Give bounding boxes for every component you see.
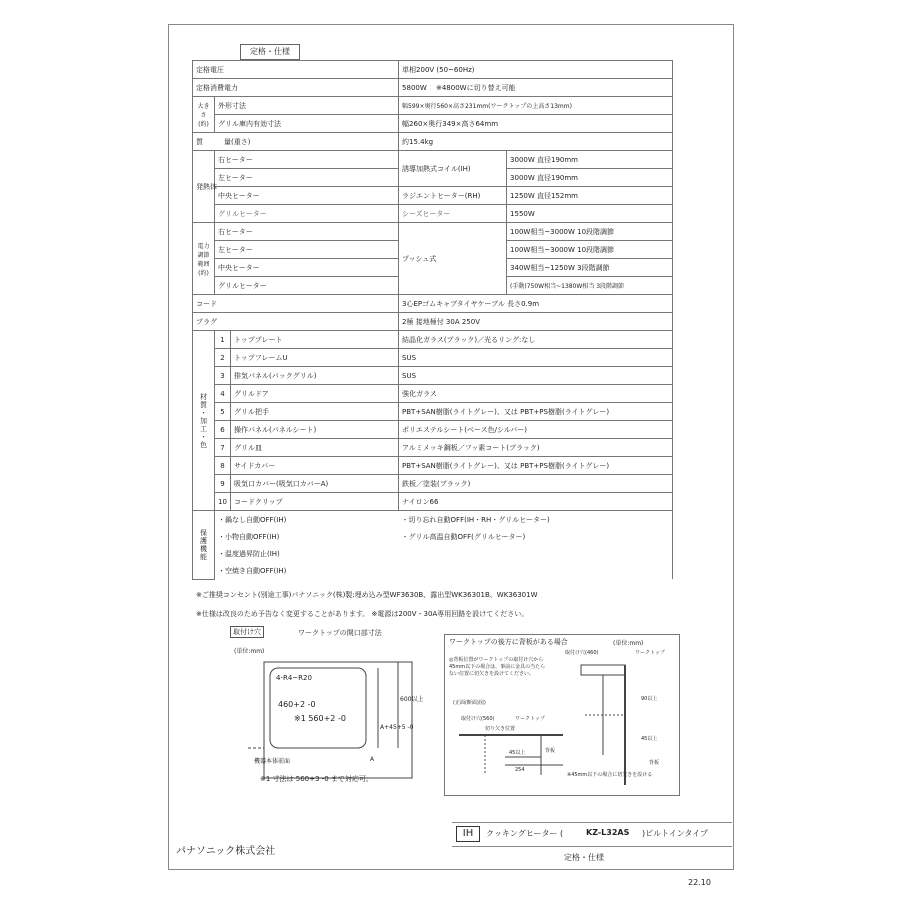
table-row [193,403,673,421]
dim-a45: A+45+5 -0 [380,724,414,731]
control-type: プッシュ式 [399,223,507,295]
unit-label: (単位:mm) [234,648,265,655]
row-value: 100W相当~3000W 10段階調節 [507,223,673,241]
label-bottom: ※45mm以下の場合に切欠きを設ける [567,772,653,778]
material-value: PBT+SAN樹脂(ライトグレー)、又は PBT+PS樹脂(ライトグレー) [399,457,673,475]
row-value: 1250W 直径152mm [507,187,673,205]
dim-560: ※1 560+2 -0 [294,714,346,723]
part-name: グリルドア [231,385,399,403]
spec-table [192,60,673,580]
table-row [193,493,673,511]
header-tag: 定格・仕様 [240,44,300,60]
label-254: 254 [515,767,525,773]
group-label: 材質・加工・色 [193,331,215,511]
note-spec-change: ※仕様は改良のため予告なく変更することがあります。 ※電源は200V・30A専用回路を設けてください。 [196,610,529,618]
label-back2: 背板 [649,760,660,766]
label-worktop: ワークトップ [635,650,665,656]
row-value: 2極 接地極付 30A 250V [399,313,673,331]
protection-item: ・空焼き自動OFF(IH) [215,562,399,579]
table-row [193,97,673,115]
item-number: 6 [215,421,231,439]
material-value: PBT+SAN樹脂(ライトグレー)、又は PBT+PS樹脂(ライトグレー) [399,403,673,421]
backboard-figure [444,634,680,796]
material-value: ポリエステルシート(ベース色/シルバー) [399,421,673,439]
protection-item: ・グリル高温自動OFF(グリルヒーター) [399,528,673,545]
table-row [193,457,673,475]
table-row [193,187,673,205]
label-back: 背板 [545,748,556,754]
product-type: )ビルトインタイプ [642,829,709,838]
row-label: 中央ヒーター [215,259,399,277]
row-value: 単相200V (50~60Hz) [399,61,673,79]
row-label: 定格消費電力 [193,79,399,97]
part-name: トップフレームU [231,349,399,367]
label-90: 90以上 [641,696,658,702]
materials-section [193,331,673,511]
document-title: 定格・仕様 [564,853,604,862]
item-number: 7 [215,439,231,457]
model-number: KZ-L32AS [586,828,630,837]
table-row [193,79,673,97]
dim-460: 460+2 -0 [278,700,316,709]
table-row [193,528,673,545]
material-value: 強化ガラス [399,385,673,403]
table-row [193,349,673,367]
material-value: SUS [399,349,673,367]
divider [452,822,732,823]
title-block [452,822,732,868]
heater-type: シーズヒーター [399,205,507,223]
row-label: プラグ [193,313,399,331]
row-value: 3心EPゴムキャブタイヤケーブル 長さ0.9m [399,295,673,313]
mounting-hole-tag: 取付け穴 [230,626,264,638]
row-label: 右ヒーター [215,223,399,241]
row-value: 約15.4kg [399,133,673,151]
item-number: 2 [215,349,231,367]
section-label: (正面(断面)図) [453,700,486,706]
row-value: (手動)750W相当~1380W相当 3段階調節 [507,277,673,295]
table-row [193,223,673,241]
part-name: グリル皿 [231,439,399,457]
row-label: グリルヒーター [215,277,399,295]
note-outlet: ※ご推奨コンセント(別途工事)パナソニック(株)製:埋め込み型WF3630B、露出型WK36301B、WK36301W [196,591,538,599]
part-name: トッププレート [231,331,399,349]
table-row [193,133,673,151]
row-value: 1550W [507,205,673,223]
label-45b: 45以上 [641,736,658,742]
row-label: グリル庫内有効寸法 [215,115,399,133]
label-worktop2: ワークトップ [515,716,545,722]
table-row [193,421,673,439]
row-value: 5800W ※4800Wに切り替え可能 [399,79,673,97]
group-label: 電力調節範囲(約) [193,223,215,295]
protection-section [193,511,673,580]
table-row [193,511,673,529]
part-name: 操作パネル(パネルシート) [231,421,399,439]
company-name: パナソニック株式会社 [176,846,276,857]
row-value: 幅599×奥行560×高さ231mm(ワークトップの上高さ13mm) [399,97,673,115]
item-number: 9 [215,475,231,493]
ih-mark: IH [456,826,480,842]
revision-date: 22.10 [688,878,711,887]
table-row [193,61,673,79]
row-value: 100W相当~3000W 10段階調節 [507,241,673,259]
table-row [193,385,673,403]
material-value: ナイロン66 [399,493,673,511]
row-value: 幅260×奥行349×高さ64mm [399,115,673,133]
table-row [193,562,673,579]
material-value: 鉄板／塗装(ブラック) [399,475,673,493]
part-name: グリル把手 [231,403,399,421]
item-number: 10 [215,493,231,511]
backboard-note: ◎背板位置がワークトップの取付け穴から45mm以下の場合は、事前に金具の当たらない位置に切欠きを設けてください。 [449,657,546,677]
material-value: 結晶化ガラス(ブラック)／光るリング:なし [399,331,673,349]
part-name: コードクリップ [231,493,399,511]
material-value: アルミメッキ鋼板／フッ素コート(ブラック) [399,439,673,457]
protection-item: ・小物自動OFF(IH) [215,528,399,545]
row-value: 340W相当~1250W 3段階調節 [507,259,673,277]
table-row [193,367,673,385]
front-label: 機器本体前面 [254,758,291,765]
table-row [193,205,673,223]
row-label: コード [193,295,399,313]
item-number: 5 [215,403,231,421]
table-row [193,295,673,313]
row-label: 左ヒーター [215,241,399,259]
row-label: グリルヒーター [215,205,399,223]
footnote: ※1 寸法は 560+3 -0 まで対応可。 [260,775,373,783]
table-row [193,151,673,169]
heater-type: ラジエントヒーター(RH) [399,187,507,205]
table-row [193,545,673,562]
part-name: 吸気口カバー(吸気口カバーA) [231,475,399,493]
item-number: 3 [215,367,231,385]
group-label: 発熱体 [193,151,215,223]
item-number: 8 [215,457,231,475]
product-name: クッキングヒーター ( [486,829,564,838]
item-number: 1 [215,331,231,349]
worktop-section [581,665,625,675]
table-row [193,313,673,331]
protection-item [399,545,673,562]
figure-title: ワークトップの開口部寸法 [298,629,382,637]
row-label: 定格電圧 [193,61,399,79]
table-row [193,439,673,457]
row-label: 右ヒーター [215,151,399,169]
material-value: SUS [399,367,673,385]
protection-item: ・鍋なし自動OFF(IH) [215,511,399,529]
table-row [193,331,673,349]
label-460: 取付け穴(460) [565,650,599,656]
group-label: 大きさ(約) [193,97,215,133]
part-name: 排気パネル(バックグリル) [231,367,399,385]
label-cut: 切り欠き位置 [485,726,516,732]
protection-item: ・温度過昇防止(IH) [215,545,399,562]
label-45: 45以上 [509,750,526,756]
label-560: 取付け穴(560) [461,716,495,722]
part-name: サイドカバー [231,457,399,475]
table-row [193,115,673,133]
divider [452,846,732,847]
unit-label: (単位:mm) [613,640,644,647]
protection-item: ・切り忘れ自動OFF(IH・RH・グリルヒーター) [399,511,673,529]
row-value: 3000W 直径190mm [507,151,673,169]
row-value: 3000W 直径190mm [507,169,673,187]
dim-a: A [370,756,375,763]
dim-600: 600以上 [400,696,424,703]
figure-title: ワークトップの後方に背板がある場合 [449,638,568,646]
row-label: 左ヒーター [215,169,399,187]
group-label: 保護機能 [193,511,215,580]
heater-type: 誘導加熱式コイル(IH) [399,151,507,187]
row-label: 質 量(重さ) [193,133,399,151]
radius-label: 4-R4~R20 [276,674,312,682]
protection-item [399,562,673,579]
table-row [193,475,673,493]
row-label: 中央ヒーター [215,187,399,205]
opening-dimension-figure [228,624,424,814]
item-number: 4 [215,385,231,403]
row-label: 外形寸法 [215,97,399,115]
